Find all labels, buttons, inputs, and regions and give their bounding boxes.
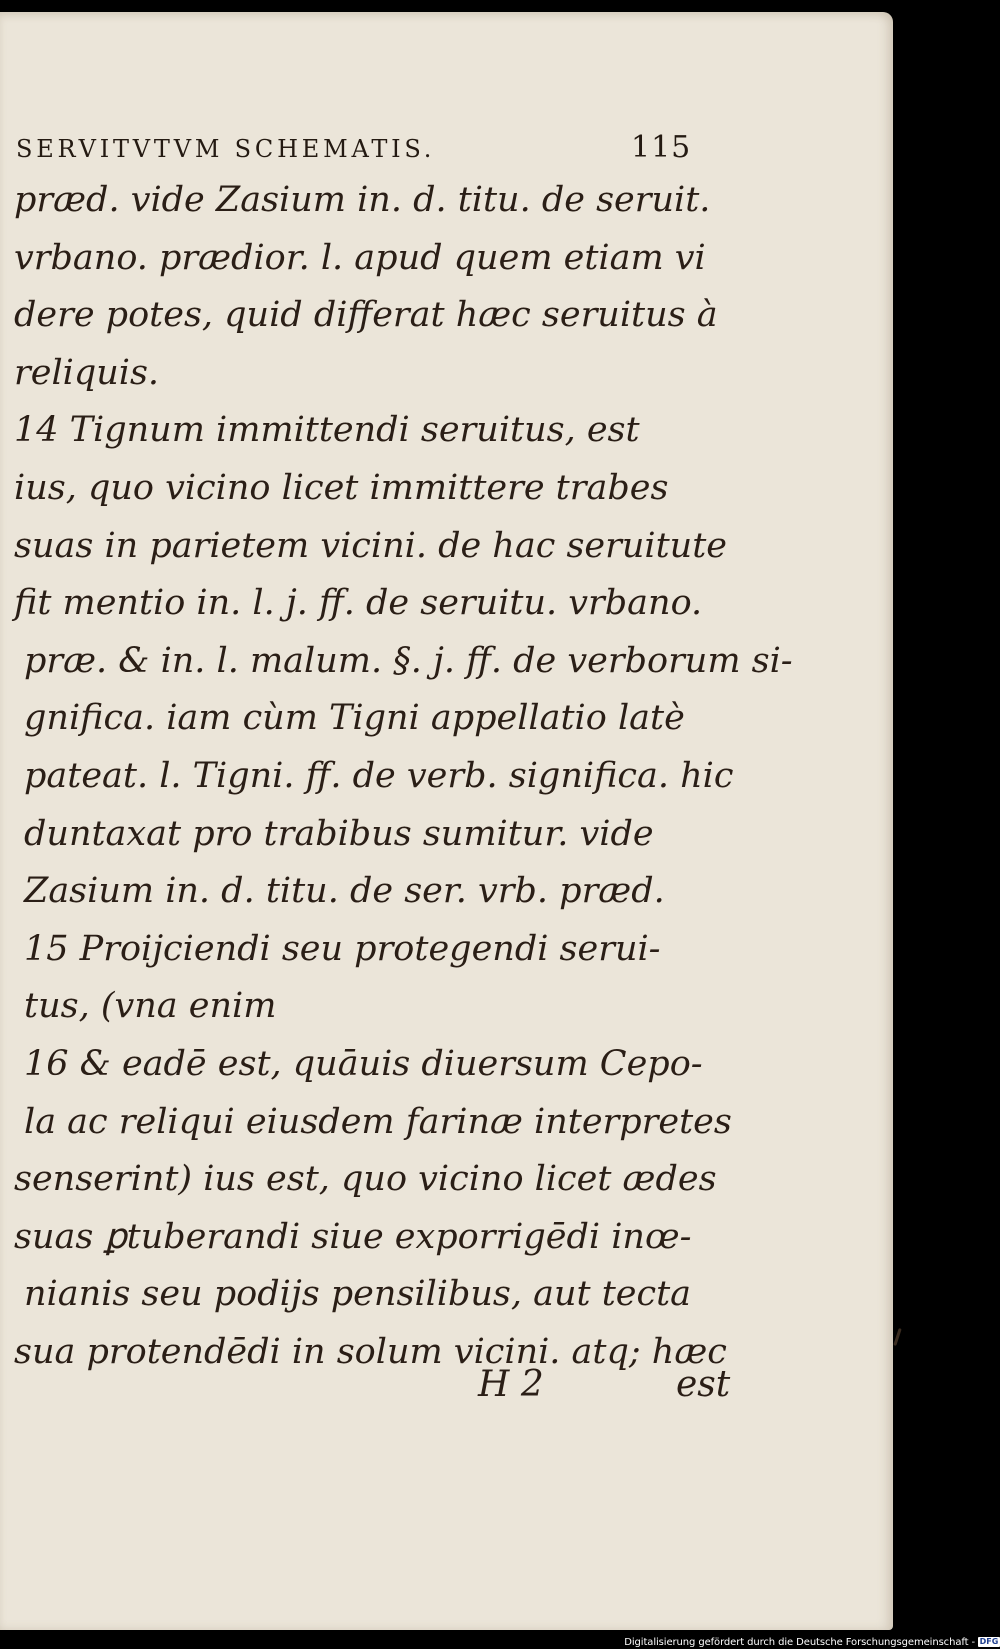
dfg-logo: DFG [979,1637,999,1646]
text-line: 14 Tignum immittendi seruitus, est [14,410,640,451]
text-line: pateat. l. Tigni. ff. de verb. significa. hic [24,755,734,796]
running-head-title: SERVITVTVM SCHEMATIS. [16,135,436,163]
ink-mark [893,1328,901,1346]
text-line: senserint) ius est, quo vicino licet ædes [14,1159,717,1200]
text-line: ius, quo vicino licet immittere trabes [14,467,669,508]
signature-mark: H 2 [478,1364,544,1405]
text-line: duntaxat pro trabibus sumitur. vide [24,813,654,854]
text-line: la ac reliqui eiusdem farinæ interpretes [24,1101,732,1142]
text-line: reliquis. [14,352,160,393]
text-line: præ. & in. l. malum. §. j. ff. de verborum si- [24,640,793,681]
text-line: vrbano. prædior. l. apud quem etiam vi [14,237,706,278]
text-line: sua protendēdi in solum vicini. atq; hæc [14,1331,727,1372]
running-head [16,130,706,170]
footer-bar [603,1635,1000,1649]
text-line: gnifica. iam cùm Tigni appellatio latè [24,698,685,739]
catchword: est [676,1364,731,1405]
text-line: Zasium in. d. titu. de ser. vrb. præd. [24,871,665,912]
text-line: 15 Proijciendi seu protegendi serui- [24,928,661,969]
text-line: dere potes, quid differat hæc seruitus à [14,295,718,336]
text-line: præd. vide Zasium in. d. titu. de seruit. [14,180,711,220]
text-line: suas in parietem vicini. de hac seruitute [14,525,727,566]
book-page [0,12,893,1630]
page-number: 115 [631,130,692,165]
text-line: 16 & eadē est, quāuis diuersum Cepo- [24,1043,703,1084]
text-line: tus, (vna enim [24,986,277,1027]
text-line: suas ꝑtuberandi siue exporrigēdi inœ- [14,1216,692,1257]
body-text [14,172,793,1381]
text-line: fit mentio in. l. j. ff. de seruitu. vrbano. [14,583,703,624]
funding-notice: Digitalisierung gefördert durch die Deutsche Forschungsgemeinschaft - [624,1636,975,1648]
text-line: nianis seu podijs pensilibus, aut tecta [24,1274,692,1315]
